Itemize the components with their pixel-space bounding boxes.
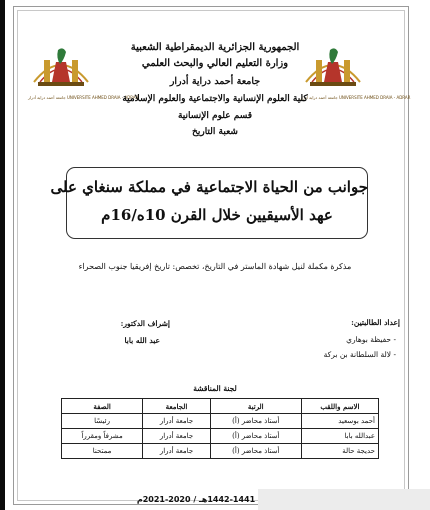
header-department: قسم علوم الإنسانية [177, 111, 253, 121]
table-row [62, 414, 379, 429]
member-university: جامعة أدرار [143, 444, 211, 459]
header-republic: الجمهورية الجزائرية الديمقراطية الشعبية [130, 42, 300, 53]
column-header-university: الجامعة [143, 399, 211, 414]
logo-caption-left: جامعة أحمد دراية أدرار UNIVERSITE AHMED DRAIA - ADRAR [28, 95, 139, 100]
member-name: أحمد بوسعيد [301, 414, 378, 429]
university-logo-left [30, 38, 92, 96]
member-role: مشرفاً ومقرراً [62, 429, 143, 444]
student-name: - حفيظة بوهاري [346, 335, 396, 344]
header-faculty: كلية العلوم الإنسانية والاجتماعية والعلوم الإسلامية [122, 94, 308, 104]
thesis-title-line1: جوانب من الحياة الاجتماعية في مملكة سنغاي على [50, 178, 368, 196]
member-role: ممتحنا [62, 444, 143, 459]
table-row [62, 429, 379, 444]
viewer-gray-corner [258, 489, 430, 510]
students-label: إعداد الطالبتين: [351, 318, 400, 327]
thesis-subtitle: مذكرة مكملة لنيل شهادة الماستر في التاريخ، تخصص: تاريخ إفريقيا جنوب الصحراء [78, 262, 352, 271]
column-header-rank: الرتبة [210, 399, 301, 414]
committee-title: لجنة المناقشة [193, 384, 237, 393]
member-university: جامعة أدرار [143, 414, 211, 429]
supervisor-name: عبد الله بابا [124, 336, 160, 345]
column-header-name: الاسم واللقب [301, 399, 378, 414]
member-role: رئيسًا [62, 414, 143, 429]
thesis-title-line2: عهد الأسيقيين خلال القرن 10ه/16م [101, 206, 333, 224]
member-rank: أستاذ محاضر (أ) [210, 429, 301, 444]
member-university: جامعة أدرار [143, 429, 211, 444]
document-left-edge [0, 0, 5, 510]
logo-caption-right: جامعة أحمد دراية أدرار UNIVERSITE AHMED DRAIA - ADRAR [300, 95, 411, 100]
member-name: حديجة حالة [301, 444, 378, 459]
header-ministry: وزارة التعليم العالي والبحث العلمي [141, 58, 289, 69]
committee-header-row [62, 399, 379, 414]
member-rank: أستاذ محاضر (أ) [210, 414, 301, 429]
committee-table [61, 398, 379, 459]
academic-year: 1442-1441هـ / 2020-2021م [136, 495, 256, 504]
member-name: عبدالله بابا [301, 429, 378, 444]
table-row [62, 444, 379, 459]
column-header-role: الصفة [62, 399, 143, 414]
member-rank: أستاذ محاضر (أ) [210, 444, 301, 459]
header-branch: شعبة التاريخ [192, 127, 238, 137]
student-name: - لالة السلطانة بن بركة [323, 350, 396, 359]
header-university: جامعة أحمد دراية أدرار [169, 76, 261, 87]
supervisor-label: إشراف الدكتور: [120, 319, 170, 328]
